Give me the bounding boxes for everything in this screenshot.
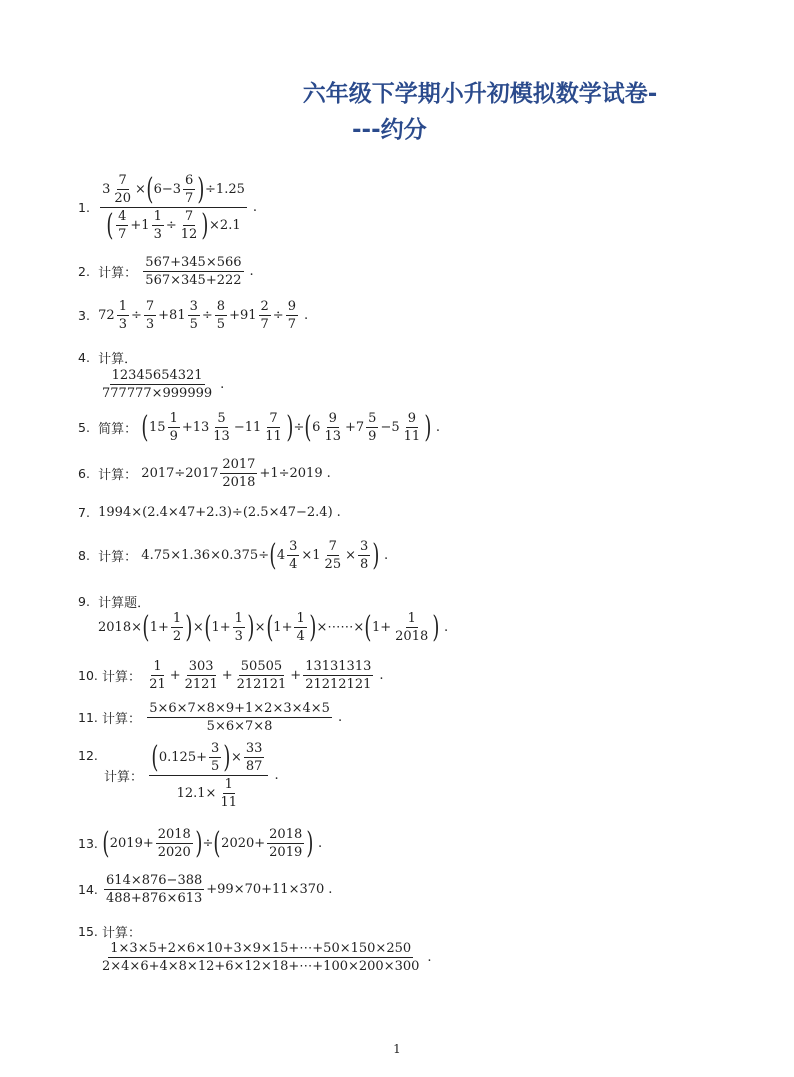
title-line-2: ---约分: [352, 117, 427, 143]
problem-10: 10. 计算： 1 21 + 303 2121 + 50505 212121 + 13131313 21212121 .: [78, 659, 384, 692]
problem-15: 15. 计算：: [78, 924, 142, 941]
document-title: [200, 76, 760, 148]
problem-6: 6. 计算： 2017÷2017 2017 2018 +1÷2019 .: [78, 457, 331, 490]
problem-3: 3. 72 1 3 ÷ 7 3 +81 3 5 ÷ 8 5 +91 2 7 ÷ 9 7 .: [78, 299, 309, 332]
problem-1: 1. 3 7 20 × ( 6−3 6 7 ) ÷1.25 ( 4 7 +1 1 3 ÷ 7 12 ) ×2.1 .: [78, 171, 258, 243]
problem-12-expr: 计算： ( 0.125+ 3 5 ) × 33 87 12.1× 1 11 .: [104, 739, 279, 810]
problem-14: 14. 614×876−388 488+876×613 +99×70+11×370 .: [78, 873, 333, 906]
problem-15-expr: $\frac{1\times 3\times 5+2\times 6\times 10+3\times 9\times 15+\cdots+50\times 150\times 250}{2\times 4\times 6+4\times 8\times 12+6\times 12\times 18+\cdots+100\times 200\times 300}$ .: [102, 941, 432, 974]
problem-13: 13. ( 2019+ 2018 2020 ) ÷ ( 2020+ 2018 2019 ) .: [78, 825, 323, 861]
problem-11: 11. 计算： $\frac{5\times 6\times 7\times 8\times 9+1\times 2\times 3\times 4\times 5}{5\times 6\times 7\times 8}$ .: [78, 701, 343, 734]
problem-2: 2. 计算： $\frac{567+345\times 566}{567\times 345+222}$ .: [78, 255, 254, 288]
problem-4-expr: $\frac{12345654321}{777777\times 999999}$ .: [102, 368, 225, 401]
problem-7: 7. 1994×(2.4×47+2.3)÷(2.5×47−2.4) .: [78, 505, 341, 520]
problem-4: 4. 计算．: [78, 350, 138, 367]
problem-8: 8. 计算： 4.75×1.36×0.375÷ ( 4 3 4 ×1 7 25 × 3 8 ) .: [78, 537, 389, 573]
problem-9-expr: 2018× ( 1+ 1 2 ) × ( 1+ 1 3 ) × ( 1+ 1 4 ) ×⋯⋯× ( 1+ 1 2018 ) .: [98, 609, 449, 645]
title-line-1: 六年级下学期小升初模拟数学试卷-: [302, 81, 658, 107]
problem-5: 5. 简算： ( 15 1 9 +13 5 13 −11 7 11 ) ÷ ( 6 9 13 +7 5 9 −5 9 11 ) .: [78, 409, 441, 445]
expr: 3 7 20 × ( 6−3 6 7 ) ÷1.25 ( 4 7 +1 1 3 ÷ 7 12 ) ×2.1: [102, 171, 245, 243]
page-number: 1: [393, 1042, 401, 1056]
problem-9: 9. 计算题．: [78, 594, 151, 611]
problem-12: 12.: [78, 748, 98, 763]
